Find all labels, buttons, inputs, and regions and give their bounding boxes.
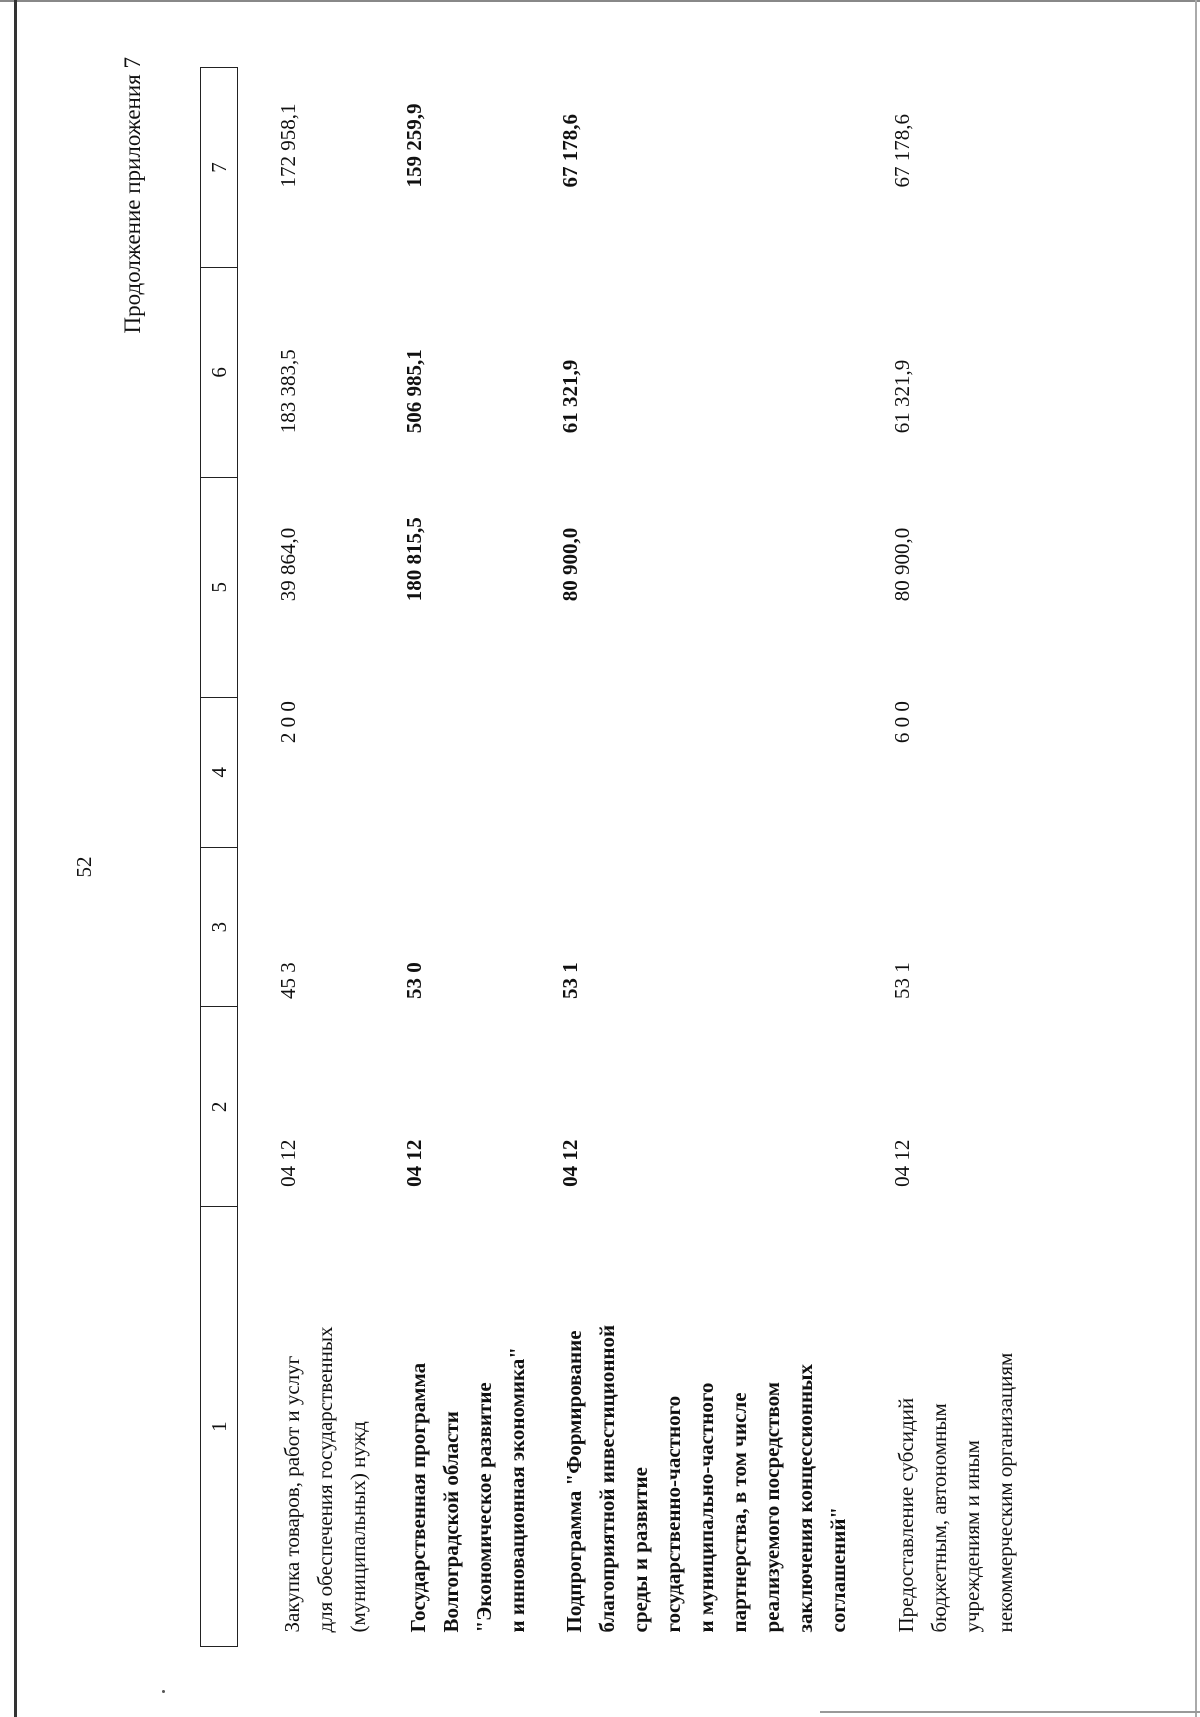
row-name-line: реализуемого посредством xyxy=(760,1381,784,1633)
cell-col-4 xyxy=(534,697,855,847)
header-col-1: 1 xyxy=(201,1207,238,1647)
row-name-line: бюджетным, автономным xyxy=(927,1403,951,1633)
row-name-line: соглашений" xyxy=(826,1506,850,1633)
header-col-5: 5 xyxy=(201,477,238,697)
cell-col-7: 67 178,6 xyxy=(890,113,914,188)
cell-col-7: 67 178,6 xyxy=(558,113,582,188)
cell-col-4: 2 0 0 xyxy=(276,701,300,744)
table-row xyxy=(855,68,1022,1647)
row-name-line: Подпрограмма "Формирование xyxy=(562,1330,586,1633)
table-row xyxy=(534,68,855,1647)
row-name xyxy=(238,1207,376,1647)
table-row xyxy=(238,68,376,1647)
header-col-4: 4 xyxy=(201,697,238,847)
cell-col-2: 04 12 xyxy=(890,1139,914,1187)
page-number: 52 xyxy=(72,856,96,878)
row-name-line: среды и развитие xyxy=(628,1467,652,1633)
header-col-6: 6 xyxy=(201,267,238,477)
budget-table xyxy=(200,67,1022,1647)
cell-col-3: 53 1 xyxy=(890,962,914,999)
row-name-line: Закупка товаров, работ и услуг xyxy=(280,1355,304,1633)
row-name-line: заключения концессионных xyxy=(793,1364,817,1633)
header-col-7: 7 xyxy=(201,68,238,268)
cell-col-2: 04 12 xyxy=(402,1139,426,1187)
row-name-line: некоммерческим организациям xyxy=(993,1352,1017,1633)
row-name-line: Волгоградской области xyxy=(439,1411,463,1633)
cell-col-6: 61 321,9 xyxy=(890,359,914,434)
row-name xyxy=(375,1207,534,1647)
cell-col-4: 6 0 0 xyxy=(890,701,914,744)
row-name-line: "Экономическое развитие xyxy=(472,1382,496,1633)
row-name-line: для обеспечения государственных xyxy=(313,1326,337,1633)
row-name-line: учреждениям и иным xyxy=(960,1440,984,1633)
cell-col-7: 159 259,9 xyxy=(402,103,426,188)
header-row xyxy=(201,68,238,1647)
cell-col-2: 04 12 xyxy=(276,1139,300,1187)
cell-col-3: 53 1 xyxy=(558,962,582,999)
row-name-line: (муниципальных) нужд xyxy=(346,1421,370,1633)
cell-col-7: 172 958,1 xyxy=(276,103,300,188)
header-col-3: 3 xyxy=(201,847,238,1007)
header-col-2: 2 xyxy=(201,1007,238,1207)
table-row xyxy=(375,68,534,1647)
row-name-line: и инновационная экономика" xyxy=(505,1347,529,1633)
cell-col-5: 39 864,0 xyxy=(276,527,300,602)
cell-col-3: 45 3 xyxy=(276,962,300,999)
row-name-line: Предоставление субсидий xyxy=(894,1397,918,1633)
cell-col-6: 61 321,9 xyxy=(558,359,582,434)
row-name-line: и муниципально-частного xyxy=(694,1382,718,1633)
row-name xyxy=(855,1207,1022,1647)
cell-col-6: 183 383,5 xyxy=(276,349,300,434)
continuation-label: Продолжение приложения 7 xyxy=(120,57,145,334)
cell-col-6: 506 985,1 xyxy=(402,349,426,434)
row-name-line: государственно-частного xyxy=(661,1395,685,1633)
cell-col-2: 04 12 xyxy=(558,1139,582,1187)
cell-col-5: 80 900,0 xyxy=(890,527,914,602)
cell-col-5: 80 900,0 xyxy=(558,527,582,602)
row-name-line: партнерства, в том числе xyxy=(727,1392,751,1633)
row-name-line: благоприятной инвестиционной xyxy=(595,1324,619,1633)
row-name-line: Государственная программа xyxy=(406,1362,430,1633)
cell-col-4 xyxy=(375,697,534,847)
cell-col-3: 53 0 xyxy=(402,962,426,999)
cell-col-5: 180 815,5 xyxy=(402,517,426,602)
row-name xyxy=(534,1207,855,1647)
